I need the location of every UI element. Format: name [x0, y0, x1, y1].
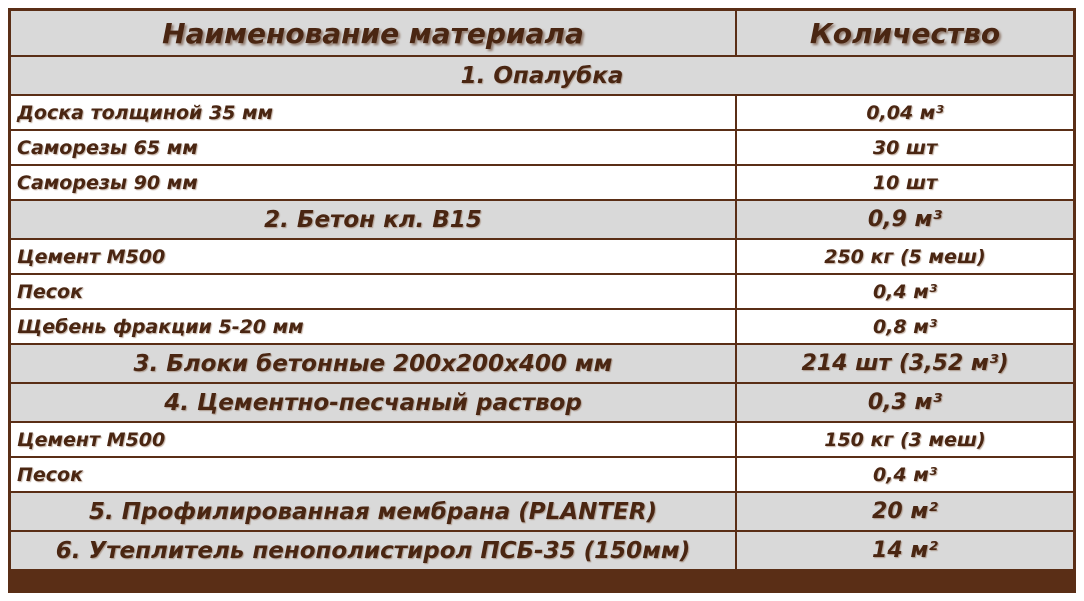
item-qty: 10 шт — [737, 166, 1073, 199]
materials-table — [8, 8, 1076, 593]
section-name: 2. Бетон кл. В15 — [11, 201, 735, 238]
item-qty: 0,4 м³ — [737, 275, 1073, 308]
section-qty: 20 м² — [737, 493, 1073, 530]
section-qty: 0,9 м³ — [737, 201, 1073, 238]
section-name: 4. Цементно-песчаный раствор — [11, 384, 735, 421]
item-name: Песок — [11, 458, 735, 491]
item-name: Цемент М500 — [11, 240, 735, 273]
item-name: Щебень фракции 5-20 мм — [11, 310, 735, 343]
item-qty: 0,4 м³ — [737, 458, 1073, 491]
section-row-name: 1. Опалубка — [11, 57, 1073, 94]
item-qty: 0,04 м³ — [737, 96, 1073, 129]
item-name: Цемент М500 — [11, 423, 735, 456]
section-qty: 214 шт (3,52 м³) — [737, 345, 1073, 382]
header-quantity: Количество — [737, 11, 1073, 55]
item-name: Саморезы 90 мм — [11, 166, 735, 199]
item-qty: 150 кг (3 меш) — [737, 423, 1073, 456]
item-name: Саморезы 65 мм — [11, 131, 735, 164]
item-name: Песок — [11, 275, 735, 308]
item-qty: 30 шт — [737, 131, 1073, 164]
section-name: 5. Профилированная мембрана (PLANTER) — [11, 493, 735, 530]
section-name: 3. Блоки бетонные 200х200х400 мм — [11, 345, 735, 382]
header-material: Наименование материала — [11, 11, 735, 55]
section-qty: 0,3 м³ — [737, 384, 1073, 421]
item-qty: 250 кг (5 меш) — [737, 240, 1073, 273]
section-qty: 14 м² — [737, 532, 1073, 569]
item-name: Доска толщиной 35 мм — [11, 96, 735, 129]
section-name: 6. Утеплитель пенополистирол ПСБ-35 (150мм) — [11, 532, 735, 569]
item-qty: 0,8 м³ — [737, 310, 1073, 343]
